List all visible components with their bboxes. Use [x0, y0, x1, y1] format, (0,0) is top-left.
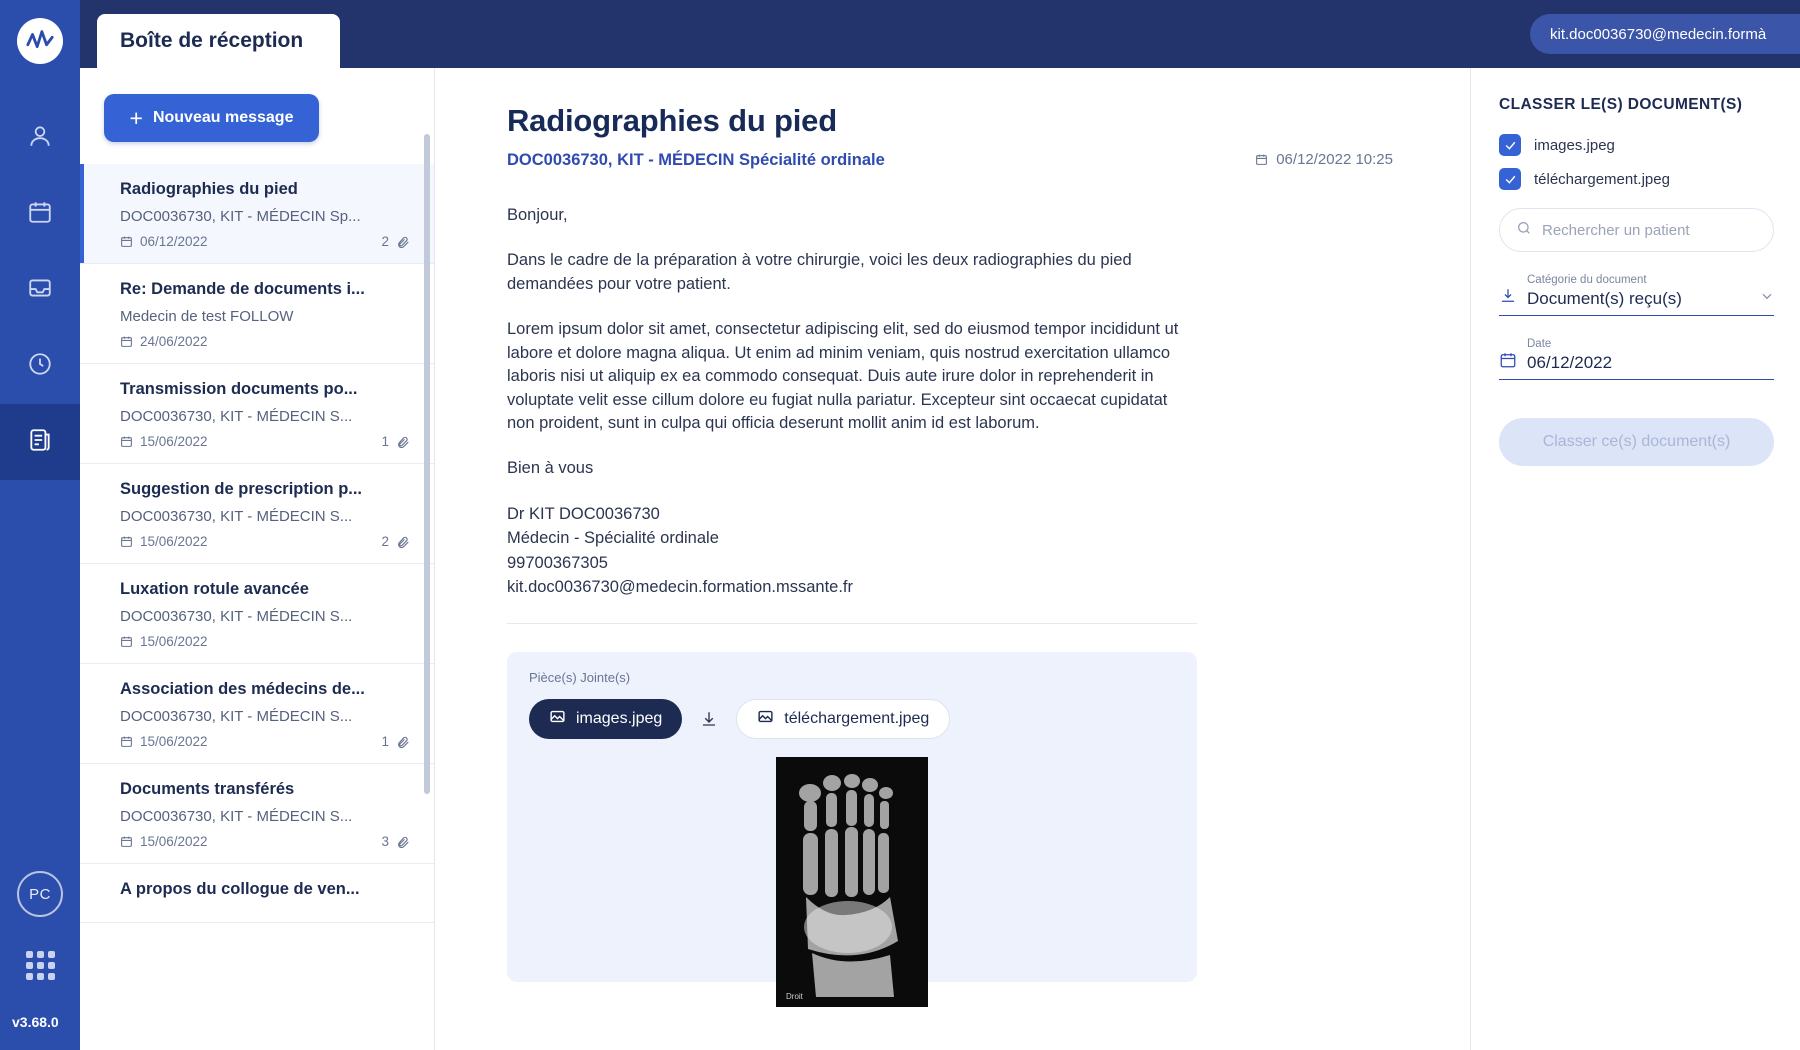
message-date [120, 834, 208, 849]
paperclip-icon [396, 535, 410, 549]
message-date [120, 234, 208, 249]
person-icon [27, 123, 53, 154]
message-attachments [381, 834, 410, 849]
xray-preview-image[interactable] [776, 757, 928, 1007]
image-icon [549, 708, 566, 730]
calendar-icon [120, 835, 133, 848]
body-paragraph: Bien à vous [507, 459, 594, 478]
new-message-button[interactable] [104, 94, 319, 142]
signature-line: kit.doc0036730@medecin.formation.mssante.fr [507, 578, 854, 597]
new-message-label: Nouveau message [152, 109, 294, 126]
message-date [120, 434, 208, 449]
attachment-chip-telechargement[interactable] [736, 699, 950, 739]
message-date [120, 534, 208, 549]
attachment-chips [529, 699, 1175, 739]
list-item[interactable] [80, 164, 434, 264]
document-name: images.jpeg [1534, 136, 1615, 154]
classify-documents-button[interactable]: Classer ce(s) document(s) [1499, 418, 1774, 466]
calendar-icon [120, 635, 133, 648]
date-field[interactable] [1499, 338, 1774, 380]
list-item[interactable] [80, 264, 434, 364]
calendar-icon [120, 535, 133, 548]
message-reading-pane [435, 68, 1470, 1050]
paperclip-icon [396, 735, 410, 749]
message-attachments [381, 434, 410, 449]
attachments-panel [507, 652, 1197, 1002]
message-title: Radiographies du pied [120, 180, 298, 198]
message-date-text: 24/06/2022 [140, 334, 208, 349]
message-meta [507, 151, 1415, 170]
calendar-icon [120, 235, 133, 248]
sidebar-item-tray[interactable] [0, 252, 80, 328]
list-item[interactable] [80, 764, 434, 864]
rail-items [0, 100, 80, 480]
paperclip-icon [396, 835, 410, 849]
calendar-icon [120, 435, 133, 448]
category-value: Document(s) reçu(s) [1527, 289, 1682, 308]
chevron-down-icon[interactable] [1760, 289, 1774, 303]
classify-document-row [1499, 134, 1774, 156]
foot-xray-graphic [776, 757, 928, 1007]
rail-bottom [0, 871, 80, 1050]
paperclip-icon [396, 235, 410, 249]
attachment-preview-wrap [529, 757, 1175, 1007]
classify-panel-heading: CLASSER LE(S) DOCUMENT(S) [1499, 96, 1743, 113]
message-date-text: 15/06/2022 [140, 634, 208, 649]
message-title: Suggestion de prescription p... [120, 480, 363, 498]
image-icon [757, 708, 774, 730]
new-message-wrap [80, 68, 434, 164]
calendar-icon [120, 735, 133, 748]
left-nav-rail [0, 0, 80, 1050]
document-list-icon [27, 427, 53, 458]
message-title: Association des médecins de... [120, 680, 365, 698]
avatar[interactable]: PC [17, 871, 63, 917]
message-sender: DOC0036730, KIT - MÉDECIN Sp... [120, 208, 361, 225]
checkbox-telechargement-jpeg[interactable] [1499, 168, 1521, 190]
message-sender: Medecin de test FOLLOW [120, 308, 294, 325]
patient-search[interactable] [1499, 208, 1774, 252]
message-date-text: 06/12/2022 [140, 234, 208, 249]
attachment-count: 2 [381, 234, 389, 249]
grid-apps-icon[interactable] [26, 951, 55, 980]
message-date [120, 334, 208, 349]
message-sender: DOC0036730, KIT - MÉDECIN S... [120, 608, 353, 625]
search-input[interactable] [1542, 222, 1757, 239]
date-label: Date [1527, 338, 1552, 350]
message-from: DOC0036730, KIT - MÉDECIN Spécialité ordinale [507, 151, 885, 169]
tray-icon [27, 275, 53, 306]
message-date [120, 734, 208, 749]
divider [507, 623, 1197, 624]
message-date-text: 15/06/2022 [140, 534, 208, 549]
message-body [507, 204, 1415, 599]
message-sender: DOC0036730, KIT - MÉDECIN S... [120, 708, 353, 725]
message-timestamp-text: 06/12/2022 10:25 [1276, 151, 1393, 168]
sidebar-item-alerts[interactable] [0, 328, 80, 404]
document-name: téléchargement.jpeg [1534, 170, 1670, 188]
attachment-name: téléchargement.jpeg [784, 710, 930, 728]
classify-document-row [1499, 168, 1774, 190]
message-date [120, 634, 208, 649]
body-paragraph: Bonjour, [507, 206, 568, 224]
attachment-chip-images[interactable] [529, 699, 682, 739]
message-date-text: 15/06/2022 [140, 734, 208, 749]
list-item[interactable] [80, 464, 434, 564]
signature-line: Médecin - Spécialité ordinale [507, 529, 719, 548]
message-date-text: 15/06/2022 [140, 834, 208, 849]
message-title: A propos du collogue de ven... [120, 880, 360, 898]
list-item[interactable] [80, 564, 434, 664]
message-attachments [381, 234, 410, 249]
attachment-name: images.jpeg [576, 710, 663, 728]
classify-panel [1470, 68, 1800, 1050]
sidebar-item-documents[interactable] [0, 404, 80, 480]
xray-side-label: Droit [786, 992, 803, 1002]
body-paragraph: Dans le cadre de la préparation à votre chirurgie, voici les deux radiographies du pied demandées pour votre patient. [507, 251, 1132, 293]
attachment-count: 2 [381, 534, 389, 549]
signature-block [507, 503, 1415, 600]
checkbox-images-jpeg[interactable] [1499, 134, 1521, 156]
wave-logo-icon [17, 18, 63, 64]
calendar-icon [1499, 351, 1517, 369]
list-item[interactable] [80, 664, 434, 764]
message-title: Documents transférés [120, 780, 295, 798]
message-timestamp [1255, 151, 1415, 168]
message-list-panel [80, 68, 435, 1050]
date-value: 06/12/2022 [1527, 353, 1613, 372]
paperclip-icon [396, 435, 410, 449]
sidebar-item-agenda[interactable] [0, 176, 80, 252]
signature-line: Dr KIT DOC0036730 [507, 504, 660, 523]
tab-inbox[interactable]: Boîte de réception [97, 14, 340, 68]
search-icon [1516, 220, 1532, 241]
category-label: Catégorie du document [1527, 274, 1647, 286]
page-title: Radiographies du pied [507, 103, 837, 138]
message-date-text: 15/06/2022 [140, 434, 208, 449]
list-item[interactable] [80, 364, 434, 464]
message-title: Re: Demande de documents i... [120, 280, 365, 298]
plus-icon: + [129, 104, 143, 131]
attachments-label: Pièce(s) Jointe(s) [529, 670, 631, 686]
list-item[interactable] [80, 864, 434, 923]
calendar-icon [120, 335, 133, 348]
message-sender: DOC0036730, KIT - MÉDECIN S... [120, 408, 353, 425]
category-field[interactable] [1499, 274, 1774, 316]
download-icon[interactable] [692, 702, 726, 736]
sidebar-item-patients[interactable] [0, 100, 80, 176]
clock-icon [27, 351, 53, 382]
calendar-icon [27, 199, 53, 230]
app-version: v3.68.0 [12, 1014, 59, 1030]
attachment-count: 1 [381, 434, 389, 449]
message-sender: DOC0036730, KIT - MÉDECIN S... [120, 508, 353, 525]
signature-line: 99700367305 [507, 553, 608, 572]
list-scrollbar[interactable] [424, 134, 430, 794]
message-title: Luxation rotule avancée [120, 580, 309, 598]
message-attachments [381, 534, 410, 549]
body-paragraph: Lorem ipsum dolor sit amet, consectetur adipiscing elit, sed do eiusmod tempor incididunt ut labore et dolore magna aliqua. Ut enim ad minim veniam, quis nostrud exercitation ullamco laboris nisi ut aliquip ex ea commodo consequat. Duis aute irure dolor in reprehenderit in voluptate velit esse cillum dolore eu fugiat nulla pariatur. Excepteur sint occaecat cupidatat non proident, sunt in culpa qui officia deserunt mollit anim id est laborum. [507, 320, 1179, 432]
attachment-count: 1 [381, 734, 389, 749]
attachment-count: 3 [381, 834, 389, 849]
user-email-pill[interactable]: kit.doc0036730@medecin.formà [1530, 14, 1800, 54]
message-title: Transmission documents po... [120, 380, 358, 398]
message-sender: DOC0036730, KIT - MÉDECIN S... [120, 808, 353, 825]
calendar-icon [1255, 153, 1268, 166]
top-bar [80, 0, 1800, 68]
download-doc-icon [1499, 287, 1517, 305]
message-attachments [381, 734, 410, 749]
